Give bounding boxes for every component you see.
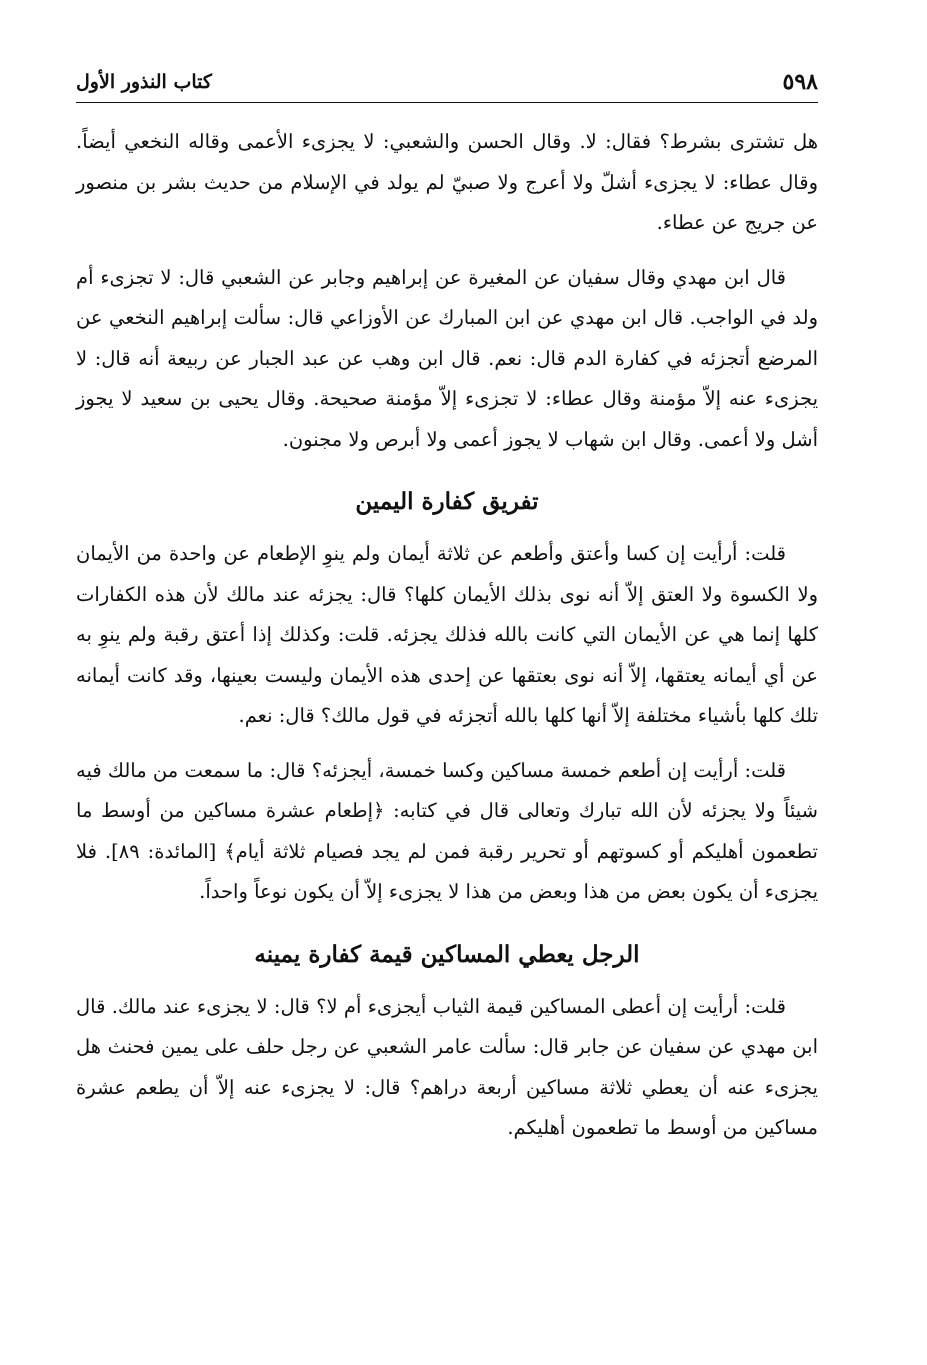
paragraph: هل تشترى بشرط؟ فقال: لا. وقال الحسن والشعبي: لا يجزىء الأعمى وقاله النخعي أيضاً. وقال عطاء: لا يجزىء أشلّ ولا أعرج ولا صبيّ لم يولد في الإسلام من حديث بشر بن منصور عن جريج عن عطاء. bbox=[76, 130, 818, 234]
page-body bbox=[76, 122, 818, 1163]
running-title: كتاب النذور الأول bbox=[76, 71, 212, 93]
page-header bbox=[76, 62, 818, 103]
paragraph: قال ابن مهدي وقال سفيان عن المغيرة عن إبراهيم وجابر عن الشعبي قال: لا تجزىء أم ولد في الواجب. قال ابن مهدي عن ابن المبارك عن الأوزاعي قال: سألت إبراهيم النخعي عن المرضع أتجزئه في كفارة الدم قال: نعم. قال ابن وهب عن عبد الجبار عن ربيعة أنه قال: لا يجزىء عنه إلاّ مؤمنة وقال عطاء: لا تجزىء إلاّ مؤمنة صحيحة. وقال يحيى بن سعيد لا يجوز أشل ولا أعمى. وقال ابن شهاب لا يجوز أعمى ولا أبرص ولا مجنون. bbox=[76, 265, 818, 451]
paragraph: قلت: أرأيت إن كسا وأعتق وأطعم عن ثلاثة أيمان ولم ينوِ الإطعام عن واحدة من الأيمان ولا الكسوة ولا العتق إلاّ أنه نوى بذلك الأيمان كلها؟ قال: يجزئه عند مالك لأن هذه الكفارات كلها إنما هي عن الأيمان التي كانت بالله فذلك يجزئه. قلت: وكذلك إذا أعتق رقبة ولم ينوِ به عن أي أيمانه يعتقها، إلاّ أنه نوى بعتقها عن إحدى هذه الأيمان وليست بعينها، وقد كانت أيمانه تلك كلها بأشياء مختلفة إلاّ أنها كلها بالله أتجزئه في قول مالك؟ قال: نعم. bbox=[76, 542, 818, 727]
page-number: ٥٩٨ bbox=[782, 69, 818, 95]
section-heading: تفريق كفارة اليمين bbox=[355, 488, 539, 515]
paragraph: قلت: أرأيت إن أعطى المساكين قيمة الثياب أيجزىء أم لا؟ قال: لا يجزىء عند مالك. قال ابن مهدي عن سفيان عن جابر قال: سألت عامر الشعبي عن رجل حلف على يمين فحنث هل يجزىء عنه أن يعطي ثلاثة مساكين أربعة دراهم؟ قال: لا يجزىء عنه إلاّ أن يطعم عشرة مساكين من أوسط ما تطعمون أهليكم. bbox=[76, 994, 818, 1139]
section-heading: الرجل يعطي المساكين قيمة كفارة يمينه bbox=[254, 940, 640, 968]
paragraph: قلت: أرأيت إن أطعم خمسة مساكين وكسا خمسة، أيجزئه؟ قال: ما سمعت من مالك فيه شيئاً ولا يجزئه لأن الله تبارك وتعالى قال في كتابه: ﴿إطعام عشرة مساكين من أوسط ما تطعمون أهليكم أو كسوتهم أو تحرير رقبة فمن لم يجد فصيام ثلاثة أيام﴾ [المائدة: ٨٩]. فلا يجزىء أن يكون بعض من هذا وبعض من هذا لا يجزىء إلاّ أن يكون نوعاً واحداً. bbox=[76, 758, 818, 903]
